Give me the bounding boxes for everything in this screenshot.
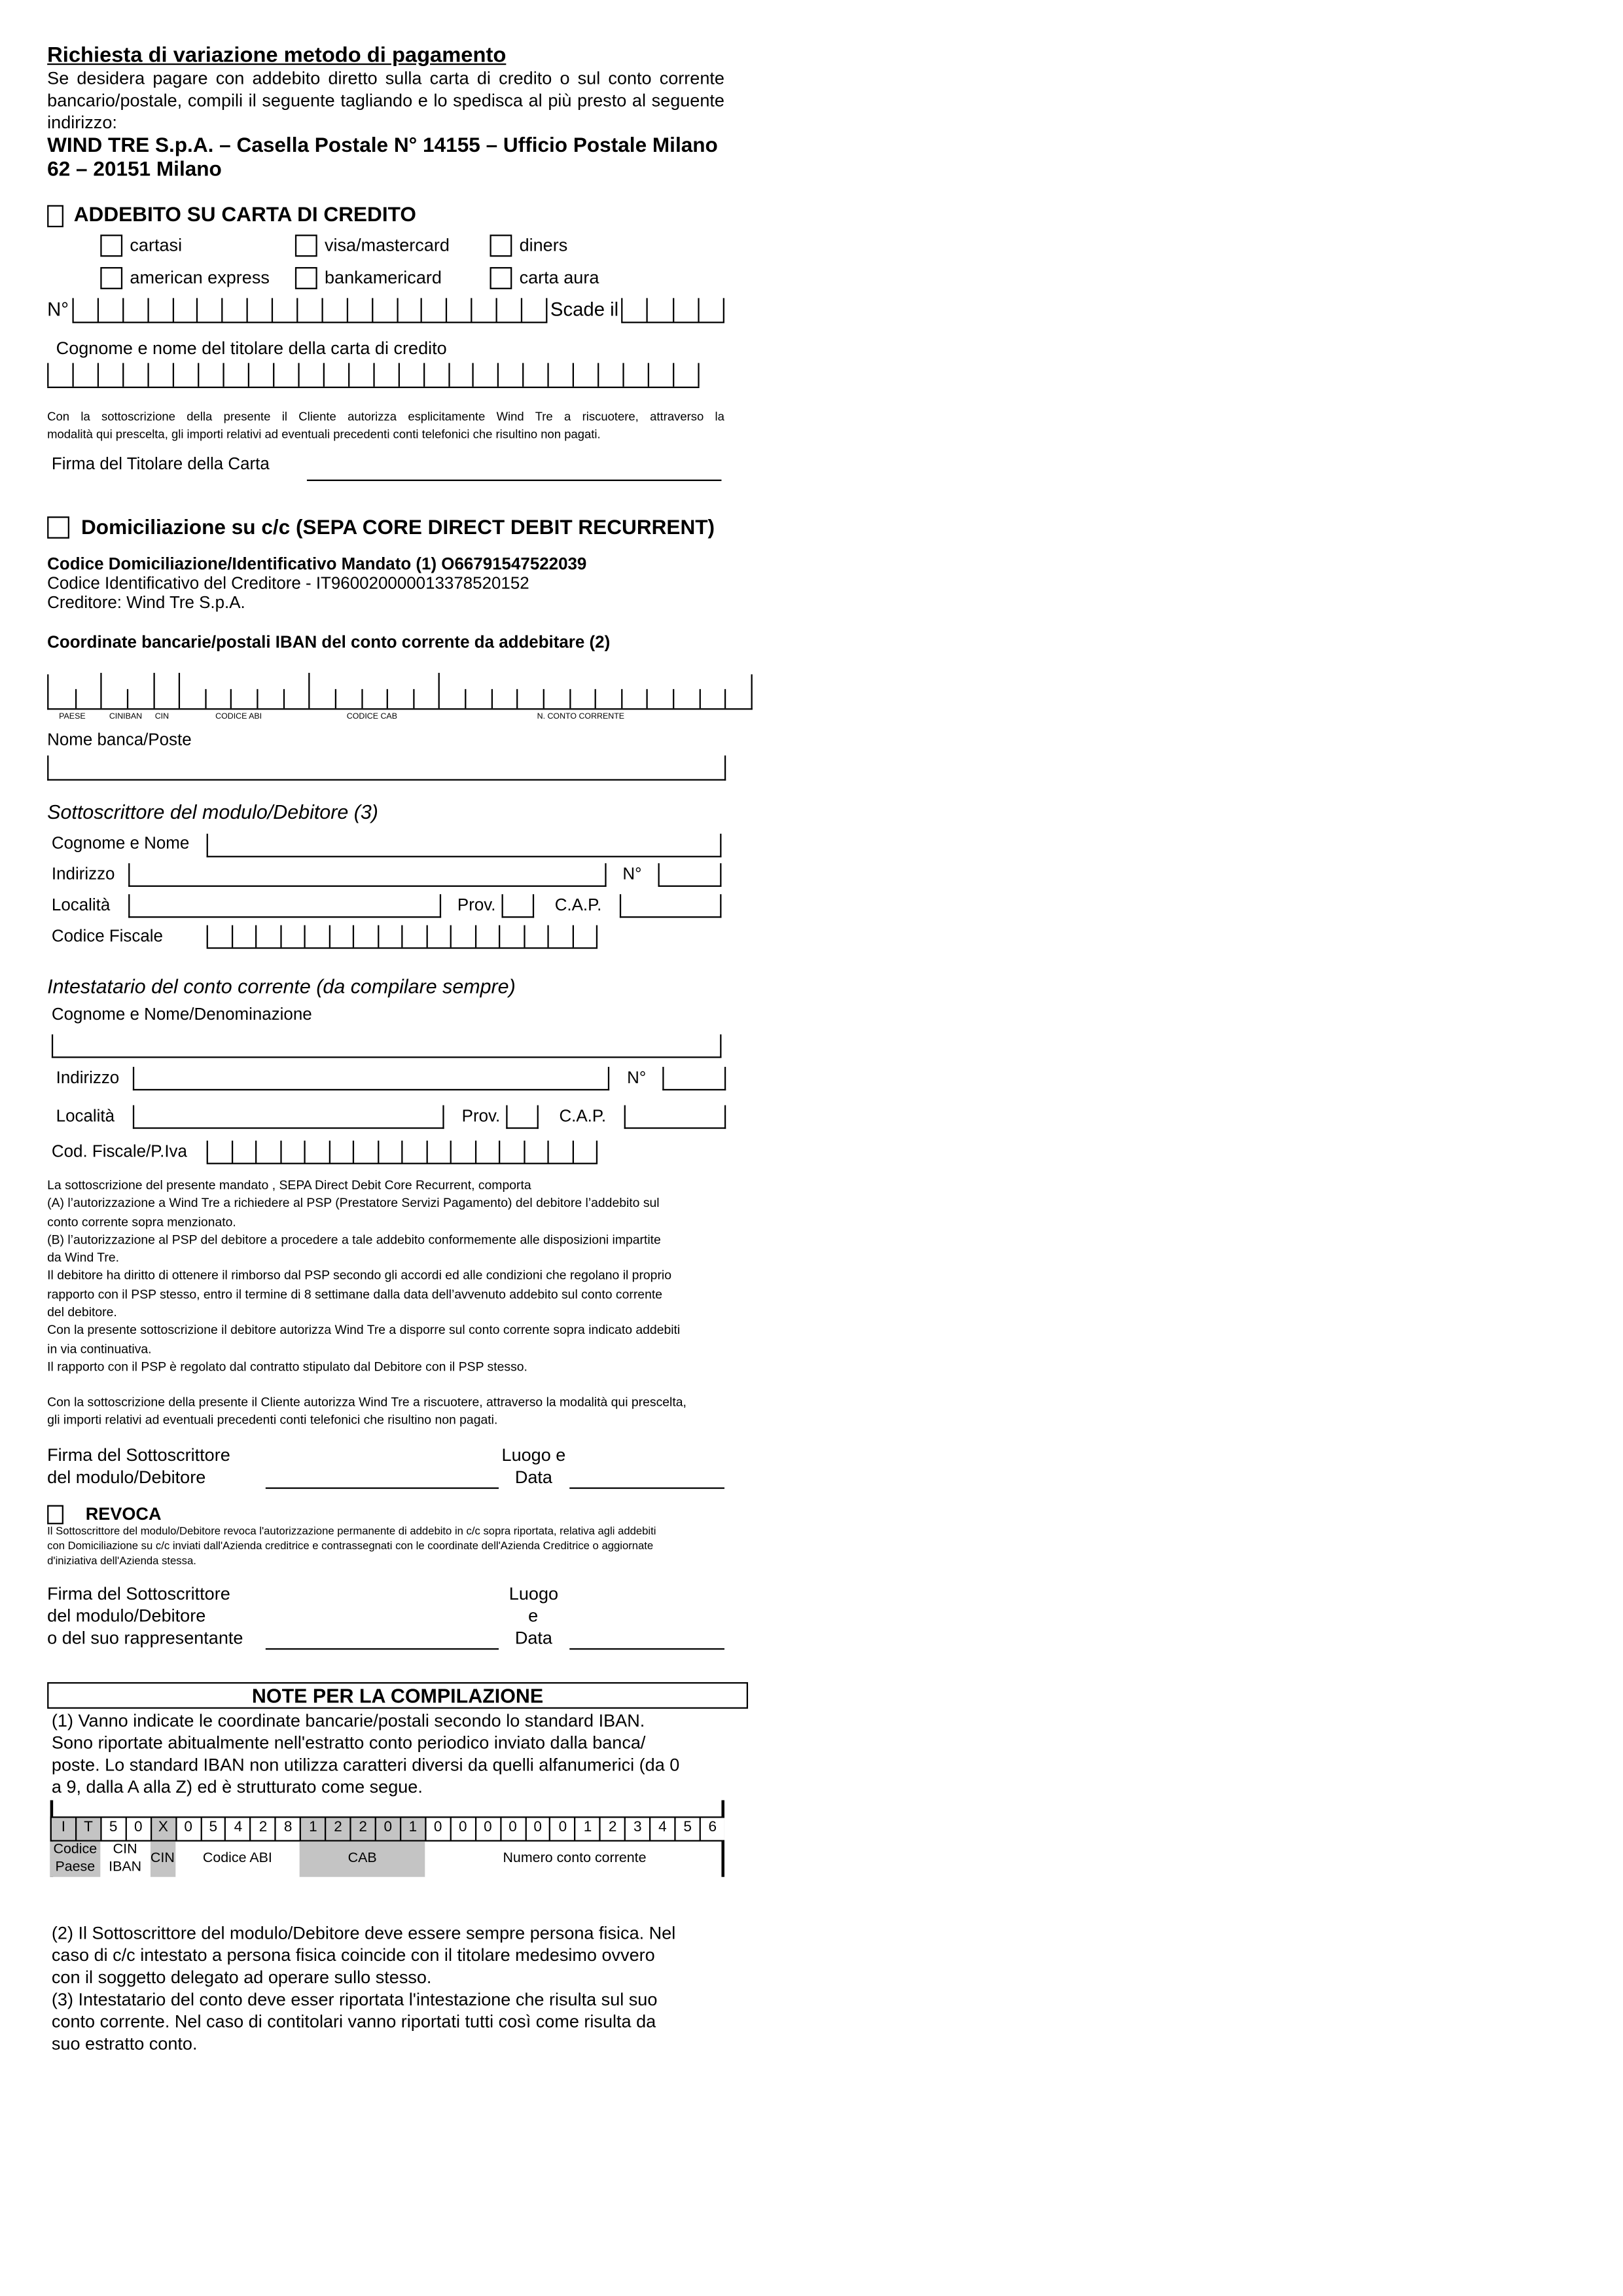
input-cell[interactable] xyxy=(321,298,346,321)
input-cell[interactable] xyxy=(329,1141,353,1163)
input-cell[interactable] xyxy=(647,298,672,321)
revoca-text: d'iniziativa dell'Azienda stessa. xyxy=(47,1553,196,1568)
iban-example-char: 2 xyxy=(251,1818,275,1840)
debtor-prov-field[interactable] xyxy=(502,894,535,918)
collect-line: Con la sottoscrizione della presente il Cliente autorizza Wind Tre a riscuotere, attraverso la modalità qui prescelta, xyxy=(47,1394,687,1410)
iban-example-labels xyxy=(50,1842,724,1877)
revoca-place-label: Luogo xyxy=(508,1583,559,1604)
card-number-field[interactable] xyxy=(72,298,547,323)
iban-cell-divider xyxy=(101,673,102,708)
mandate-id: Codice Domiciliazione/Identificativo Mandato (1) O66791547522039 xyxy=(47,556,587,575)
iban-label-abi: CODICE ABI xyxy=(215,712,262,722)
revoca-text: Il Sottoscrittore del modulo/Debitore revoca l'autorizzazione permanente di addebito in c/c sopra riportata, relativa agli addebiti xyxy=(47,1524,656,1538)
revoca-signature-label: Firma del Sottoscrittore xyxy=(47,1583,230,1604)
credit-card-heading: ADDEBITO SU CARTA DI CREDITO xyxy=(73,202,416,226)
iban-cell-divider xyxy=(361,689,362,708)
input-cell[interactable] xyxy=(329,925,353,948)
input-cell[interactable] xyxy=(298,363,323,387)
mandate-line: del debitore. xyxy=(47,1304,117,1319)
iban-label-cab: CODICE CAB xyxy=(346,712,397,722)
form-title: Richiesta di variazione metodo di pagamento xyxy=(47,44,507,68)
input-cell[interactable] xyxy=(72,298,97,321)
iban-example-char: 3 xyxy=(626,1818,649,1840)
input-cell[interactable] xyxy=(231,1141,255,1163)
revoca-checkbox[interactable] xyxy=(47,1505,63,1524)
holder-address-field[interactable] xyxy=(133,1067,609,1090)
input-cell[interactable] xyxy=(279,1141,304,1163)
iban-cell-divider xyxy=(75,689,76,708)
iban-heading: Coordinate bancarie/postali IBAN del conto corrente da addebitare (2) xyxy=(47,634,611,653)
signature-label: Firma del Sottoscrittore xyxy=(47,1444,230,1465)
mandate-text xyxy=(47,1176,729,1376)
input-cell[interactable] xyxy=(523,925,547,948)
iban-cell-divider xyxy=(647,689,649,708)
note3-line: (3) Intestatario del conto deve esser riportata l'intestazione che risulta sul suo xyxy=(51,1989,658,2010)
input-cell[interactable] xyxy=(122,363,147,387)
input-cell[interactable] xyxy=(421,298,446,321)
note3-line: conto corrente. Nel caso di contitolari vanno riportati tutti così come risulta da xyxy=(51,2011,656,2032)
input-cell[interactable] xyxy=(425,1141,450,1163)
input-cell[interactable] xyxy=(304,1141,328,1163)
input-cell[interactable] xyxy=(247,363,272,387)
iban-example-char: 1 xyxy=(401,1818,425,1840)
debtor-tax-code-label: Codice Fiscale xyxy=(51,928,163,946)
note1-line: Sono riportate abitualmente nell'estratto conto periodico inviato dalla banca/ xyxy=(51,1732,646,1753)
note2-line: con il soggetto delegato ad operare sullo stesso. xyxy=(51,1967,432,1988)
address-line: 62 – 20151 Milano xyxy=(47,156,222,181)
intro-line: Se desidera pagare con addebito diretto sulla carta di credito o sul conto corrente xyxy=(47,67,724,89)
label-cin-iban: CIN IBAN xyxy=(109,1841,142,1876)
card-authorization-text: Con la sottoscrizione della presente il Cliente autorizza esplicitamente Wind Tre a riscuotere, attraverso la xyxy=(47,410,724,424)
input-cell[interactable] xyxy=(401,925,425,948)
holder-heading: Intestatario del conto corrente (da compilare sempre) xyxy=(47,975,516,998)
revoca-signature-label: o del suo rappresentante xyxy=(47,1627,243,1649)
debtor-city-field[interactable] xyxy=(128,894,441,918)
input-cell[interactable] xyxy=(521,298,547,321)
iban-field[interactable] xyxy=(47,674,753,709)
iban-cell-divider xyxy=(283,689,284,708)
debtor-name-label: Cognome e Nome xyxy=(51,835,190,853)
input-cell[interactable] xyxy=(523,363,548,387)
iban-cell-divider xyxy=(465,689,466,708)
input-cell[interactable] xyxy=(498,363,523,387)
bank-name-label: Nome banca/Poste xyxy=(47,732,192,750)
input-cell[interactable] xyxy=(371,298,396,321)
iban-example-char: 5 xyxy=(676,1818,700,1840)
input-cell[interactable] xyxy=(172,363,197,387)
card-signature-label: Firma del Titolare della Carta xyxy=(51,456,270,474)
input-cell[interactable] xyxy=(474,1141,499,1163)
credit-card-checkbox[interactable] xyxy=(47,205,63,227)
card-holder-label: Cognome e nome del titolare della carta di credito xyxy=(56,338,447,359)
card-holder-field[interactable] xyxy=(47,363,699,388)
mandate-line: in via continuativa. xyxy=(47,1340,152,1356)
iban-example-char: 8 xyxy=(276,1818,300,1840)
revoca-place-label: Data xyxy=(514,1627,552,1649)
option-visa-mastercard-checkbox[interactable] xyxy=(295,234,317,257)
input-cell[interactable] xyxy=(198,363,223,387)
input-cell[interactable] xyxy=(296,298,321,321)
option-label: diners xyxy=(519,234,568,256)
input-cell[interactable] xyxy=(548,363,573,387)
label-cab: CAB xyxy=(300,1842,425,1877)
iban-cell-divider xyxy=(699,689,700,708)
input-cell[interactable] xyxy=(425,925,450,948)
input-cell[interactable] xyxy=(231,925,255,948)
card-number-label: N° xyxy=(47,298,69,321)
mandate-line: rapporto con il PSP stesso, entro il termine di 8 settimane dalla data dell’avvenuto addebito sul conto corrente xyxy=(47,1286,663,1301)
address-line: WIND TRE S.p.A. – Casella Postale N° 14155 – Ufficio Postale Milano xyxy=(47,132,718,156)
holder-city-label: Località xyxy=(56,1108,115,1126)
note1-line: (1) Vanno indicate le coordinate bancarie/postali secondo lo standard IBAN. xyxy=(51,1710,645,1731)
iban-cell-divider xyxy=(127,689,128,708)
input-cell[interactable] xyxy=(401,1141,425,1163)
input-cell[interactable] xyxy=(423,363,448,387)
debtor-number-label: N° xyxy=(622,866,642,884)
option-label: carta aura xyxy=(519,267,599,288)
iban-cell-divider xyxy=(152,673,154,708)
creditor-name: Creditore: Wind Tre S.p.A. xyxy=(47,594,245,613)
iban-cell-divider xyxy=(179,673,180,708)
debtor-address-field[interactable] xyxy=(128,863,606,887)
input-cell[interactable] xyxy=(547,925,571,948)
iban-example-char: 6 xyxy=(701,1818,724,1840)
mandate-line: Con la presente sottoscrizione il debitore autorizza Wind Tre a disporre sul conto corrente sopra indicato addebiti xyxy=(47,1322,681,1338)
holder-name-label: Cognome e Nome/Denominazione xyxy=(51,1006,312,1024)
label-codice-abi: Codice ABI xyxy=(202,1850,272,1867)
sepa-heading: Domiciliazione su c/c (SEPA CORE DIRECT DEBIT RECURRENT) xyxy=(80,514,715,539)
intro-line: indirizzo: xyxy=(47,112,117,133)
iban-cell-divider xyxy=(257,689,258,708)
debtor-prov-label: Prov. xyxy=(457,897,496,915)
input-cell[interactable] xyxy=(172,298,197,321)
holder-tax-code-label: Cod. Fiscale/P.Iva xyxy=(51,1143,187,1162)
iban-example-char: 2 xyxy=(351,1818,375,1840)
revoca-signature-label: del modulo/Debitore xyxy=(47,1605,206,1626)
label-cin: CIN xyxy=(150,1842,175,1877)
intro-line: bancario/postale, compili il seguente tagliando e lo spedisca al più presto al seguente xyxy=(47,90,724,111)
holder-prov-label: Prov. xyxy=(461,1108,501,1126)
expiry-label: Scade il xyxy=(550,298,619,321)
note3-line: suo estratto conto. xyxy=(51,2033,198,2054)
input-cell[interactable] xyxy=(348,363,372,387)
input-cell[interactable] xyxy=(496,298,521,321)
iban-cell-divider xyxy=(595,689,596,708)
creditor-id: Codice Identificativo del Creditore - IT96002000001337852015​2 xyxy=(47,575,529,594)
sepa-checkbox[interactable] xyxy=(47,516,69,539)
input-cell[interactable] xyxy=(573,363,598,387)
input-cell[interactable] xyxy=(572,1141,597,1163)
iban-example-char: 4 xyxy=(226,1818,250,1840)
mandate-line: (B) l’autorizzazione al PSP del debitore a procedere a tale addebito conformemente alle disposizioni impartite xyxy=(47,1232,661,1247)
debtor-tax-code-field[interactable] xyxy=(207,925,597,949)
collect-line: gli importi relativi ad eventuali precedenti conti telefonici che risultino non pagati. xyxy=(47,1412,498,1427)
input-cell[interactable] xyxy=(279,925,304,948)
option-bankamericard-checkbox[interactable] xyxy=(295,267,317,289)
debtor-number-field[interactable] xyxy=(658,863,722,887)
iban-example-char: 2 xyxy=(601,1818,624,1840)
iban-example-char: 0 xyxy=(451,1818,474,1840)
card-authorization-text: modalità qui prescelta, gli importi relativi ad eventuali precedenti conti telefonici che risultino non pagati. xyxy=(47,427,601,442)
iban-example-char: X xyxy=(152,1818,175,1840)
input-cell[interactable] xyxy=(323,363,348,387)
input-cell[interactable] xyxy=(147,298,172,321)
input-cell[interactable] xyxy=(450,925,474,948)
input-cell[interactable] xyxy=(499,925,523,948)
iban-example-char: 1 xyxy=(301,1818,325,1840)
option-diners-checkbox[interactable] xyxy=(490,234,512,257)
input-cell[interactable] xyxy=(397,298,421,321)
input-cell[interactable] xyxy=(72,363,97,387)
revoca-signature-line[interactable] xyxy=(266,1648,499,1649)
iban-cell-divider xyxy=(335,689,336,708)
holder-number-label: N° xyxy=(627,1069,647,1088)
input-cell[interactable] xyxy=(207,1141,231,1163)
input-cell[interactable] xyxy=(448,363,473,387)
iban-cell-divider xyxy=(387,689,388,708)
expiry-field[interactable] xyxy=(621,298,724,323)
option-american-express-checkbox[interactable] xyxy=(100,267,122,289)
iban-example-char: 0 xyxy=(551,1818,575,1840)
input-cell[interactable] xyxy=(272,363,297,387)
note2-line: (2) Il Sottoscrittore del modulo/Debitore deve essere sempre persona fisica. Nel xyxy=(51,1922,676,1944)
input-cell[interactable] xyxy=(247,298,272,321)
option-carta-aura-checkbox[interactable] xyxy=(490,267,512,289)
iban-cell-divider xyxy=(413,689,414,708)
iban-cell-divider xyxy=(439,673,440,708)
input-cell[interactable] xyxy=(197,298,222,321)
iban-cell-divider xyxy=(309,673,310,708)
iban-example-char: 0 xyxy=(526,1818,550,1840)
holder-city-field[interactable] xyxy=(133,1105,444,1129)
input-cell[interactable] xyxy=(398,363,423,387)
holder-name-field[interactable] xyxy=(52,1034,722,1058)
holder-cap-field[interactable] xyxy=(624,1105,726,1129)
input-cell[interactable] xyxy=(255,925,279,948)
input-cell[interactable] xyxy=(623,363,648,387)
option-label: american express xyxy=(130,267,270,288)
iban-cell-divider xyxy=(205,689,206,708)
debtor-city-label: Località xyxy=(51,897,111,915)
input-cell[interactable] xyxy=(353,925,377,948)
iban-example-char: T xyxy=(77,1818,100,1840)
mandate-line: conto corrente sopra menzionato. xyxy=(47,1213,236,1229)
holder-number-field[interactable] xyxy=(662,1067,726,1090)
input-cell[interactable] xyxy=(499,1141,523,1163)
input-cell[interactable] xyxy=(207,925,231,948)
iban-example-char: I xyxy=(52,1818,75,1840)
input-cell[interactable] xyxy=(450,1141,474,1163)
iban-label-ciniban: CINIBAN xyxy=(109,712,143,722)
label-codice-paese: Codice Paese xyxy=(50,1842,100,1877)
iban-example-char: 0 xyxy=(376,1818,400,1840)
bank-name-field[interactable] xyxy=(47,755,726,780)
input-cell[interactable] xyxy=(377,925,401,948)
holder-cap-label: C.A.P. xyxy=(559,1108,607,1126)
iban-cell-divider xyxy=(569,689,570,708)
iban-example-characters xyxy=(50,1816,724,1841)
option-label: visa/mastercard xyxy=(324,234,450,256)
input-cell[interactable] xyxy=(474,925,499,948)
debtor-signature-line[interactable] xyxy=(266,1488,499,1489)
revoca-text: con Domiciliazione su c/c inviati dall'Azienda creditrice e contrassegnati con le coordinate dell'Azienda Creditrice o aggiornate xyxy=(47,1539,654,1552)
debtor-heading: Sottoscrittore del modulo/Debitore (3) xyxy=(47,801,378,824)
notes-heading: NOTE PER LA COMPILAZIONE xyxy=(47,1682,748,1709)
input-cell[interactable] xyxy=(147,363,172,387)
iban-example-char: 2 xyxy=(327,1818,350,1840)
input-cell[interactable] xyxy=(353,1141,377,1163)
collect-text xyxy=(47,1393,729,1429)
input-cell[interactable] xyxy=(621,298,647,321)
holder-prov-field[interactable] xyxy=(506,1105,539,1129)
iban-cell-divider xyxy=(725,689,726,708)
iban-label-conto: N. CONTO CORRENTE xyxy=(537,712,625,722)
iban-cell-divider xyxy=(231,689,232,708)
option-label: cartasi xyxy=(130,234,183,256)
revoca-place-date-line[interactable] xyxy=(569,1648,724,1649)
signature-label: del modulo/Debitore xyxy=(47,1466,206,1488)
iban-cell-divider xyxy=(543,689,544,708)
iban-example-char: 0 xyxy=(501,1818,525,1840)
iban-label-paese: PAESE xyxy=(59,712,86,722)
input-cell[interactable] xyxy=(272,298,296,321)
input-cell[interactable] xyxy=(672,298,698,321)
option-cartasi-checkbox[interactable] xyxy=(100,234,122,257)
input-cell[interactable] xyxy=(473,363,497,387)
input-cell[interactable] xyxy=(98,363,122,387)
input-cell[interactable] xyxy=(547,1141,571,1163)
iban-example-char: 0 xyxy=(126,1818,150,1840)
input-cell[interactable] xyxy=(523,1141,547,1163)
iban-example-char: 0 xyxy=(177,1818,200,1840)
place-date-label: Data xyxy=(514,1466,552,1488)
input-cell[interactable] xyxy=(673,363,700,387)
input-cell[interactable] xyxy=(222,298,247,321)
input-cell[interactable] xyxy=(304,925,328,948)
input-cell[interactable] xyxy=(446,298,471,321)
iban-cell-divider xyxy=(673,689,674,708)
debtor-name-field[interactable] xyxy=(207,834,722,857)
input-cell[interactable] xyxy=(47,363,72,387)
iban-cell-divider xyxy=(621,689,622,708)
input-cell[interactable] xyxy=(572,925,597,948)
note1-line: a 9, dalla A alla Z) ed è strutturato come segue. xyxy=(51,1776,423,1797)
input-cell[interactable] xyxy=(698,298,724,321)
revoca-heading: REVOCA xyxy=(85,1503,162,1524)
input-cell[interactable] xyxy=(471,298,496,321)
iban-example-char: 0 xyxy=(426,1818,450,1840)
input-cell[interactable] xyxy=(223,363,247,387)
holder-address-label: Indirizzo xyxy=(56,1069,120,1088)
iban-label-cin: CIN xyxy=(154,712,169,722)
input-cell[interactable] xyxy=(346,298,371,321)
iban-example-char: 5 xyxy=(202,1818,225,1840)
iban-example-char: 5 xyxy=(101,1818,125,1840)
card-signature-line[interactable] xyxy=(307,480,722,481)
mandate-line: da Wind Tre. xyxy=(47,1249,119,1265)
input-cell[interactable] xyxy=(255,1141,279,1163)
label-numero-conto: Numero conto corrente xyxy=(503,1850,647,1867)
debtor-address-label: Indirizzo xyxy=(51,866,115,884)
iban-example-char: 0 xyxy=(476,1818,499,1840)
place-date-label: Luogo e xyxy=(501,1444,566,1465)
mandate-line: Il debitore ha diritto di ottenere il rimborso dal PSP secondo gli accordi ed alle condizioni che regolano il proprio xyxy=(47,1268,672,1283)
input-cell[interactable] xyxy=(598,363,623,387)
mandate-line: (A) l’autorizzazione a Wind Tre a richiedere al PSP (Prestatore Servizi Pagamento) del debitore l’addebito sul xyxy=(47,1195,660,1211)
note1-line: poste. Lo standard IBAN non utilizza caratteri diversi da quelli alfanumerici (da 0 xyxy=(51,1754,680,1776)
iban-example-char: 4 xyxy=(651,1818,675,1840)
debtor-cap-label: C.A.P. xyxy=(554,897,602,915)
note2-line: caso di c/c intestato a persona fisica coincide con il titolare medesimo ovvero xyxy=(51,1945,655,1965)
input-cell[interactable] xyxy=(648,363,673,387)
iban-example-char: 1 xyxy=(576,1818,599,1840)
option-label: bankamericard xyxy=(324,267,442,288)
mandate-line: La sottoscrizione del presente mandato , SEPA Direct Debit Core Recurrent, comporta xyxy=(47,1177,531,1193)
input-cell[interactable] xyxy=(98,298,122,321)
mandate-line: Il rapporto con il PSP è regolato dal contratto stipulato dal Debitore con il PSP stesso. xyxy=(47,1359,527,1374)
iban-cell-divider xyxy=(491,689,492,708)
input-cell[interactable] xyxy=(122,298,147,321)
revoca-place-label: e xyxy=(528,1605,539,1626)
iban-cell-divider xyxy=(517,689,518,708)
input-cell[interactable] xyxy=(372,363,397,387)
place-date-line[interactable] xyxy=(569,1488,724,1489)
input-cell[interactable] xyxy=(377,1141,401,1163)
holder-tax-code-field[interactable] xyxy=(207,1141,597,1164)
debtor-cap-field[interactable] xyxy=(620,894,722,918)
